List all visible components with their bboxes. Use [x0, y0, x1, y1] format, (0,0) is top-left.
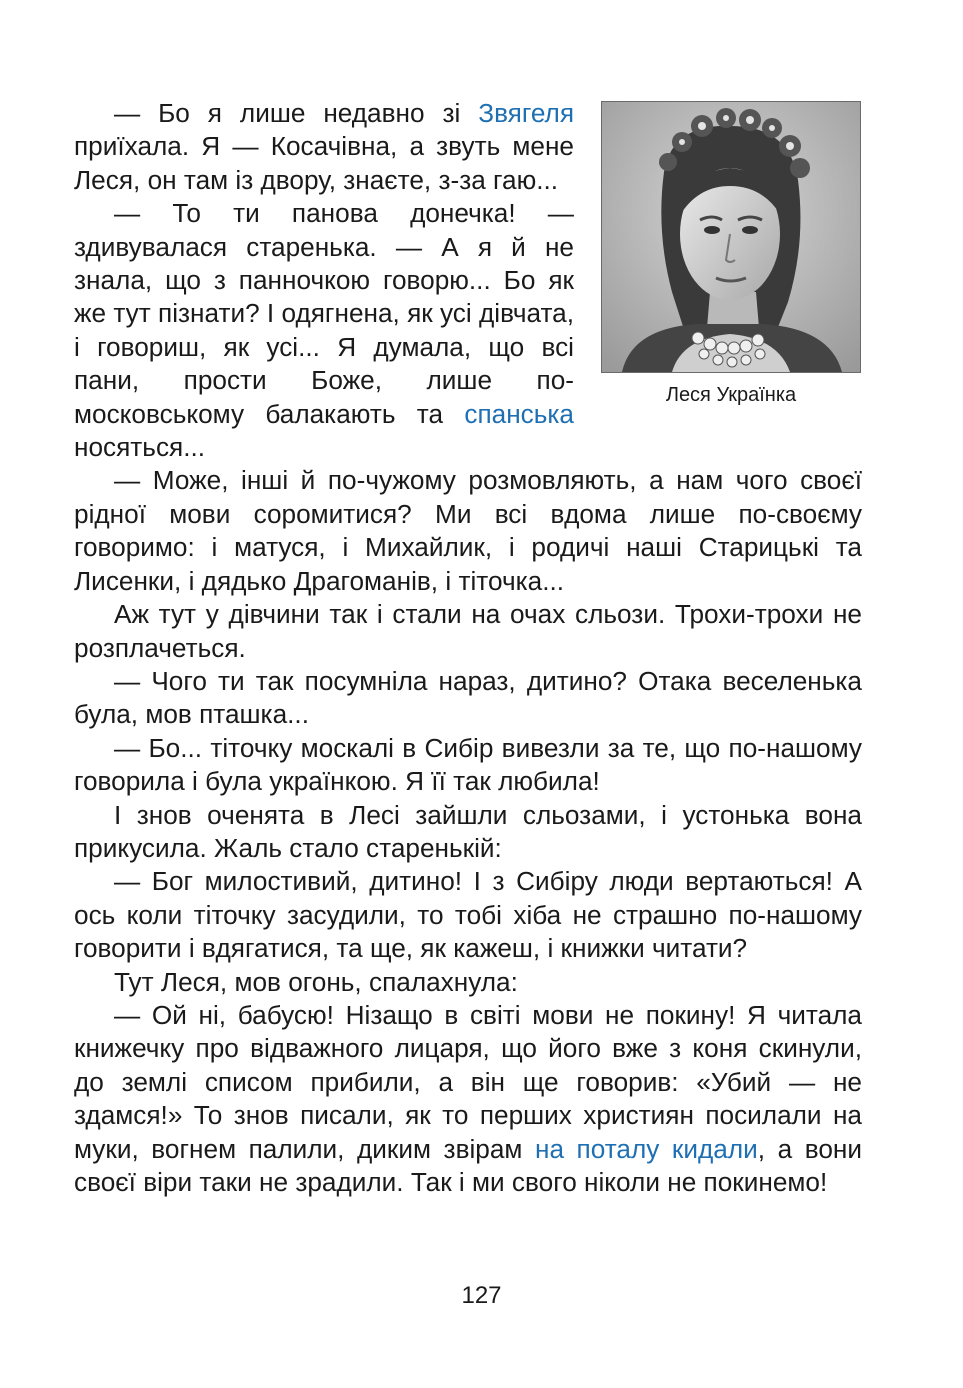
portrait-caption: Леся Українка [665, 384, 797, 406]
glossary-term: Звягеля [478, 98, 574, 128]
portrait-photo-icon [601, 101, 861, 373]
paragraph [74, 665, 862, 732]
paragraph-text: , а вони своєї віри таки не зрадили. Так і ми свого ніколи не покинемо! [74, 1133, 862, 1197]
portrait-figure [600, 101, 862, 407]
paragraph-text: носяться... [74, 432, 206, 463]
paragraph [74, 966, 862, 999]
paragraph-text: І знов оченята в Лесі зайшли сльозами, і устонька вона прикусила. Жаль стало старенькій: [74, 799, 862, 863]
page-number: 127 [461, 1282, 502, 1309]
glossary-term: на поталу кидали [534, 1133, 758, 1164]
paragraph [74, 999, 862, 1199]
paragraph-text: — Ой ні, бабусю! Нізащо в світі мови не покину! Я читала книжечку про відважного лицаря, що його вже з коня скинули, до землі списом прибили, а він ще говорив: «Убий — не здамся!» То знов писали, як то перших християн посилали на муки, вогнем палили, диким звірам [74, 999, 862, 1164]
paragraph-text: Тут Леся, мов огонь, спалахнула: [114, 966, 518, 997]
paragraph-text: — То ти панова донечка! — здивувалася старенька. — А я й не знала, що з панночкою говорю... Бо як же тут пізнати? І одягнена, як усі дівчата, і говориш, як усі... Я думала, що всі пани, прости Боже, лише по-московському балакають та [74, 198, 574, 429]
paragraph-text: — Може, інші й по-чужому розмовляють, а нам чого своєї рідної мови соромитися? Ми всі вдома лише по-своєму говоримо: і матуся, і Михайлик, і родичі наші Старицькі та Лисенки, і дядько Драгоманів, і тіточка... [74, 465, 862, 596]
paragraph [74, 598, 862, 665]
glossary-term: спанська [464, 398, 574, 429]
paragraph-text: — Бо я лише недавно зі [114, 98, 479, 128]
paragraph-text: приїхала. Я — Косачівна, а звуть мене Леся, он там із двору, знаєте, з-за гаю... [74, 131, 574, 195]
page-content [74, 97, 862, 1199]
paragraph [74, 732, 862, 799]
paragraph-text: Аж тут у дівчини так і стали на очах сльози. Трохи-трохи не розплачеться. [74, 599, 862, 663]
paragraph [74, 865, 862, 965]
paragraph [74, 464, 862, 598]
paragraph-text: — Бог милостивий, дитино! І з Сибіру люди вертаються! А ось коли тіточку засудили, то тобі хіба не страшно по-нашому говорити і вдягатися, та ще, як кажеш, і книжки читати? [74, 866, 862, 964]
paragraph [74, 799, 862, 866]
story-text [74, 97, 862, 1199]
paragraph-text: — Чого ти так посумніла нараз, дитино? Отака веселенька була, мов пташка... [74, 665, 862, 730]
paragraph-text: — Бо... тіточку москалі в Сибір вивезли за те, що по-нашому говорила і була українкою. Я її так любила! [74, 732, 862, 797]
